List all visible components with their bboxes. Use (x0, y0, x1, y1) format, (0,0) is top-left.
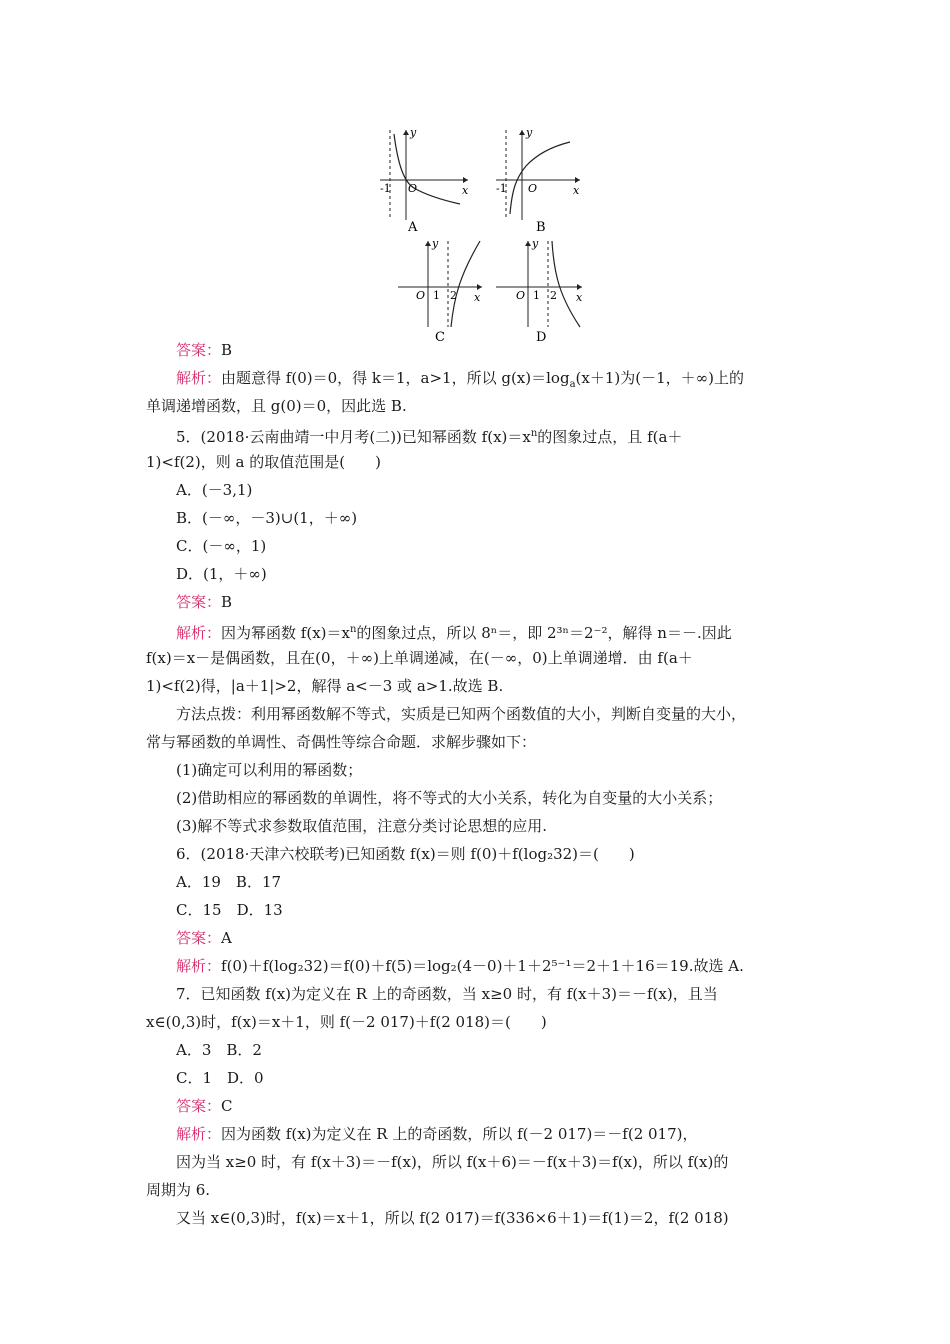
panel-d-tick-2: 2 (550, 289, 557, 302)
line-body: C (221, 1097, 233, 1115)
panel-c-tick-1: 1 (433, 289, 440, 302)
text-line-option: C．1 D．0 (176, 1069, 264, 1087)
label-prefix: 答案： (176, 593, 222, 611)
panel-d-tick-1: 1 (533, 289, 540, 302)
line-body: 因为幂函数 f(x)＝x (221, 624, 350, 642)
text-line-answer (176, 1096, 233, 1116)
text-line-answer (176, 928, 232, 948)
text-line-indent: 因为当 x≥0 时，有 f(x＋3)＝－f(x)，所以 f(x＋6)＝－f(x＋3)＝f(x)，所以 f(x)的 (176, 1153, 729, 1171)
graph-panel-b (496, 126, 580, 235)
text-line-question: 5．(2018·云南曲靖一中月考(二))已知幂函数 $f(x)=x^n$的图象过点，且 f(a＋ (176, 428, 683, 446)
answer-option-graphs (380, 120, 600, 345)
text-line-option: C．15 D．13 (176, 901, 283, 919)
superscript: n (349, 624, 357, 635)
panel-c-x-label: x (474, 291, 481, 304)
text-line-analysis (176, 368, 744, 395)
line-body: A (221, 929, 232, 947)
text-line-plain: f(x)＝x－是偶函数，且在(0，＋∞)上单调递减，在(－∞，0)上单调递增．由 f(a＋ (146, 649, 693, 667)
line-body: f(0)＋f(log₂32)＝f(0)＋f(5)＝log₂(4－0)＋1＋2⁵⁻¹＝2＋1＋16＝19.故选 A. (221, 957, 744, 975)
line-body: B (221, 341, 233, 359)
graph-panel-c (398, 237, 482, 345)
text-line-analysis (176, 620, 732, 643)
panel-a-label: A (408, 220, 418, 235)
text-line-plain: 1)<f(2)，则 a 的取值范围是( ) (146, 453, 381, 471)
text-line-analysis (176, 956, 744, 976)
panel-a-y-label: y (410, 126, 417, 139)
line-body: B (221, 593, 233, 611)
text-line-analysis (176, 1124, 698, 1144)
label-prefix: 答案： (176, 929, 222, 947)
label-prefix: 解析： (176, 624, 222, 642)
label-prefix: 解析： (176, 369, 222, 387)
panel-b-tick: -1 (496, 182, 507, 195)
text-line-indent: (2)借助相应的幂函数的单调性，将不等式的大小关系，转化为自变量的大小关系； (176, 789, 723, 807)
text-line-answer (176, 592, 232, 612)
text-line-option: C．(－∞，1) (176, 537, 267, 555)
text-line-indent: (3)解不等式求参数取值范围，注意分类讨论思想的应用. (176, 817, 548, 835)
subscript: a (569, 379, 576, 390)
label-prefix: 答案： (176, 1097, 222, 1115)
line-body: 由题意得 f(0)＝0，得 k＝1，a>1，所以 g(x)＝log (221, 369, 570, 387)
text-line-question: 7．已知函数 f(x)为定义在 R 上的奇函数，当 x≥0 时，有 f(x＋3)＝－f(x)，且当 (176, 985, 718, 1003)
line-tail: 的图象过点，所以 8ⁿ＝，即 2³ⁿ＝2⁻²，解得 n＝－.因此 (356, 624, 732, 642)
panel-c-origin: O (416, 289, 426, 302)
panel-c-tick-2: 2 (450, 289, 457, 302)
text-line-plain: 常与幂函数的单调性、奇偶性等综合命题．求解步骤如下： (146, 733, 537, 751)
panel-c-y-label: y (432, 237, 439, 250)
text-line-plain: 单调递增函数，且 g(0)＝0，因此选 B. (146, 397, 407, 415)
panel-b-y-label: y (526, 126, 533, 139)
text-line-indent: (1)确定可以利用的幂函数； (176, 761, 363, 779)
text-line-option: A．19 B．17 (176, 873, 282, 891)
panel-a-origin: O (408, 182, 418, 195)
superscript: n (530, 428, 538, 439)
panel-a-tick: -1 (380, 182, 391, 195)
panel-b-x-label: x (573, 184, 580, 197)
panel-a-x-label: x (462, 184, 469, 197)
text-line-option: D．(1，＋∞) (176, 565, 267, 583)
label-prefix: 答案： (176, 341, 222, 359)
panel-b-label: B (536, 220, 546, 235)
label-prefix: 解析： (176, 957, 222, 975)
line-tail: (x＋1)为(－1，＋∞)上的 (575, 369, 744, 387)
label-prefix: 解析： (176, 1125, 222, 1143)
text-line-option: A．3 B．2 (176, 1041, 262, 1059)
panel-d-y-label: y (532, 237, 539, 250)
text-line-answer (176, 340, 232, 360)
graph-panel-d (496, 237, 583, 345)
text-line-plain: x∈(0,3)时，f(x)＝x＋1，则 f(－2 017)＋f(2 018)＝( ) (146, 1013, 547, 1031)
text-line-indent: 又当 x∈(0,3)时，f(x)＝x＋1，所以 f(2 017)＝f(336×6＋1)＝f(1)＝2，f(2 018) (176, 1209, 729, 1227)
panel-b-origin: O (528, 182, 538, 195)
panel-d-origin: O (516, 289, 526, 302)
panel-d-x-label: x (576, 291, 583, 304)
text-line-option: B．(－∞，－3)∪(1，＋∞) (176, 509, 358, 527)
graph-panel-a (380, 126, 469, 235)
line-tail: 的图象过点，且 f(a＋ (537, 428, 683, 446)
panel-c-label: C (435, 330, 445, 345)
text-line-plain: 周期为 6. (146, 1181, 211, 1199)
text-line-plain: 1)<f(2)得，|a＋1|>2，解得 a<－3 或 a>1.故选 B. (146, 677, 504, 695)
text-line-option: A．(－3,1) (176, 481, 253, 499)
panel-d-label: D (536, 330, 547, 345)
text-line-indent: 方法点拨：利用幂函数解不等式，实质是已知两个函数值的大小，判断自变量的大小， (176, 705, 747, 723)
text-line-question: 6．(2018·天津六校联考)已知函数 f(x)＝则 f(0)＋f(log₂32)＝( ) (176, 845, 635, 863)
line-body: 因为函数 f(x)为定义在 R 上的奇函数，所以 f(－2 017)＝－f(2 017)， (221, 1125, 698, 1143)
